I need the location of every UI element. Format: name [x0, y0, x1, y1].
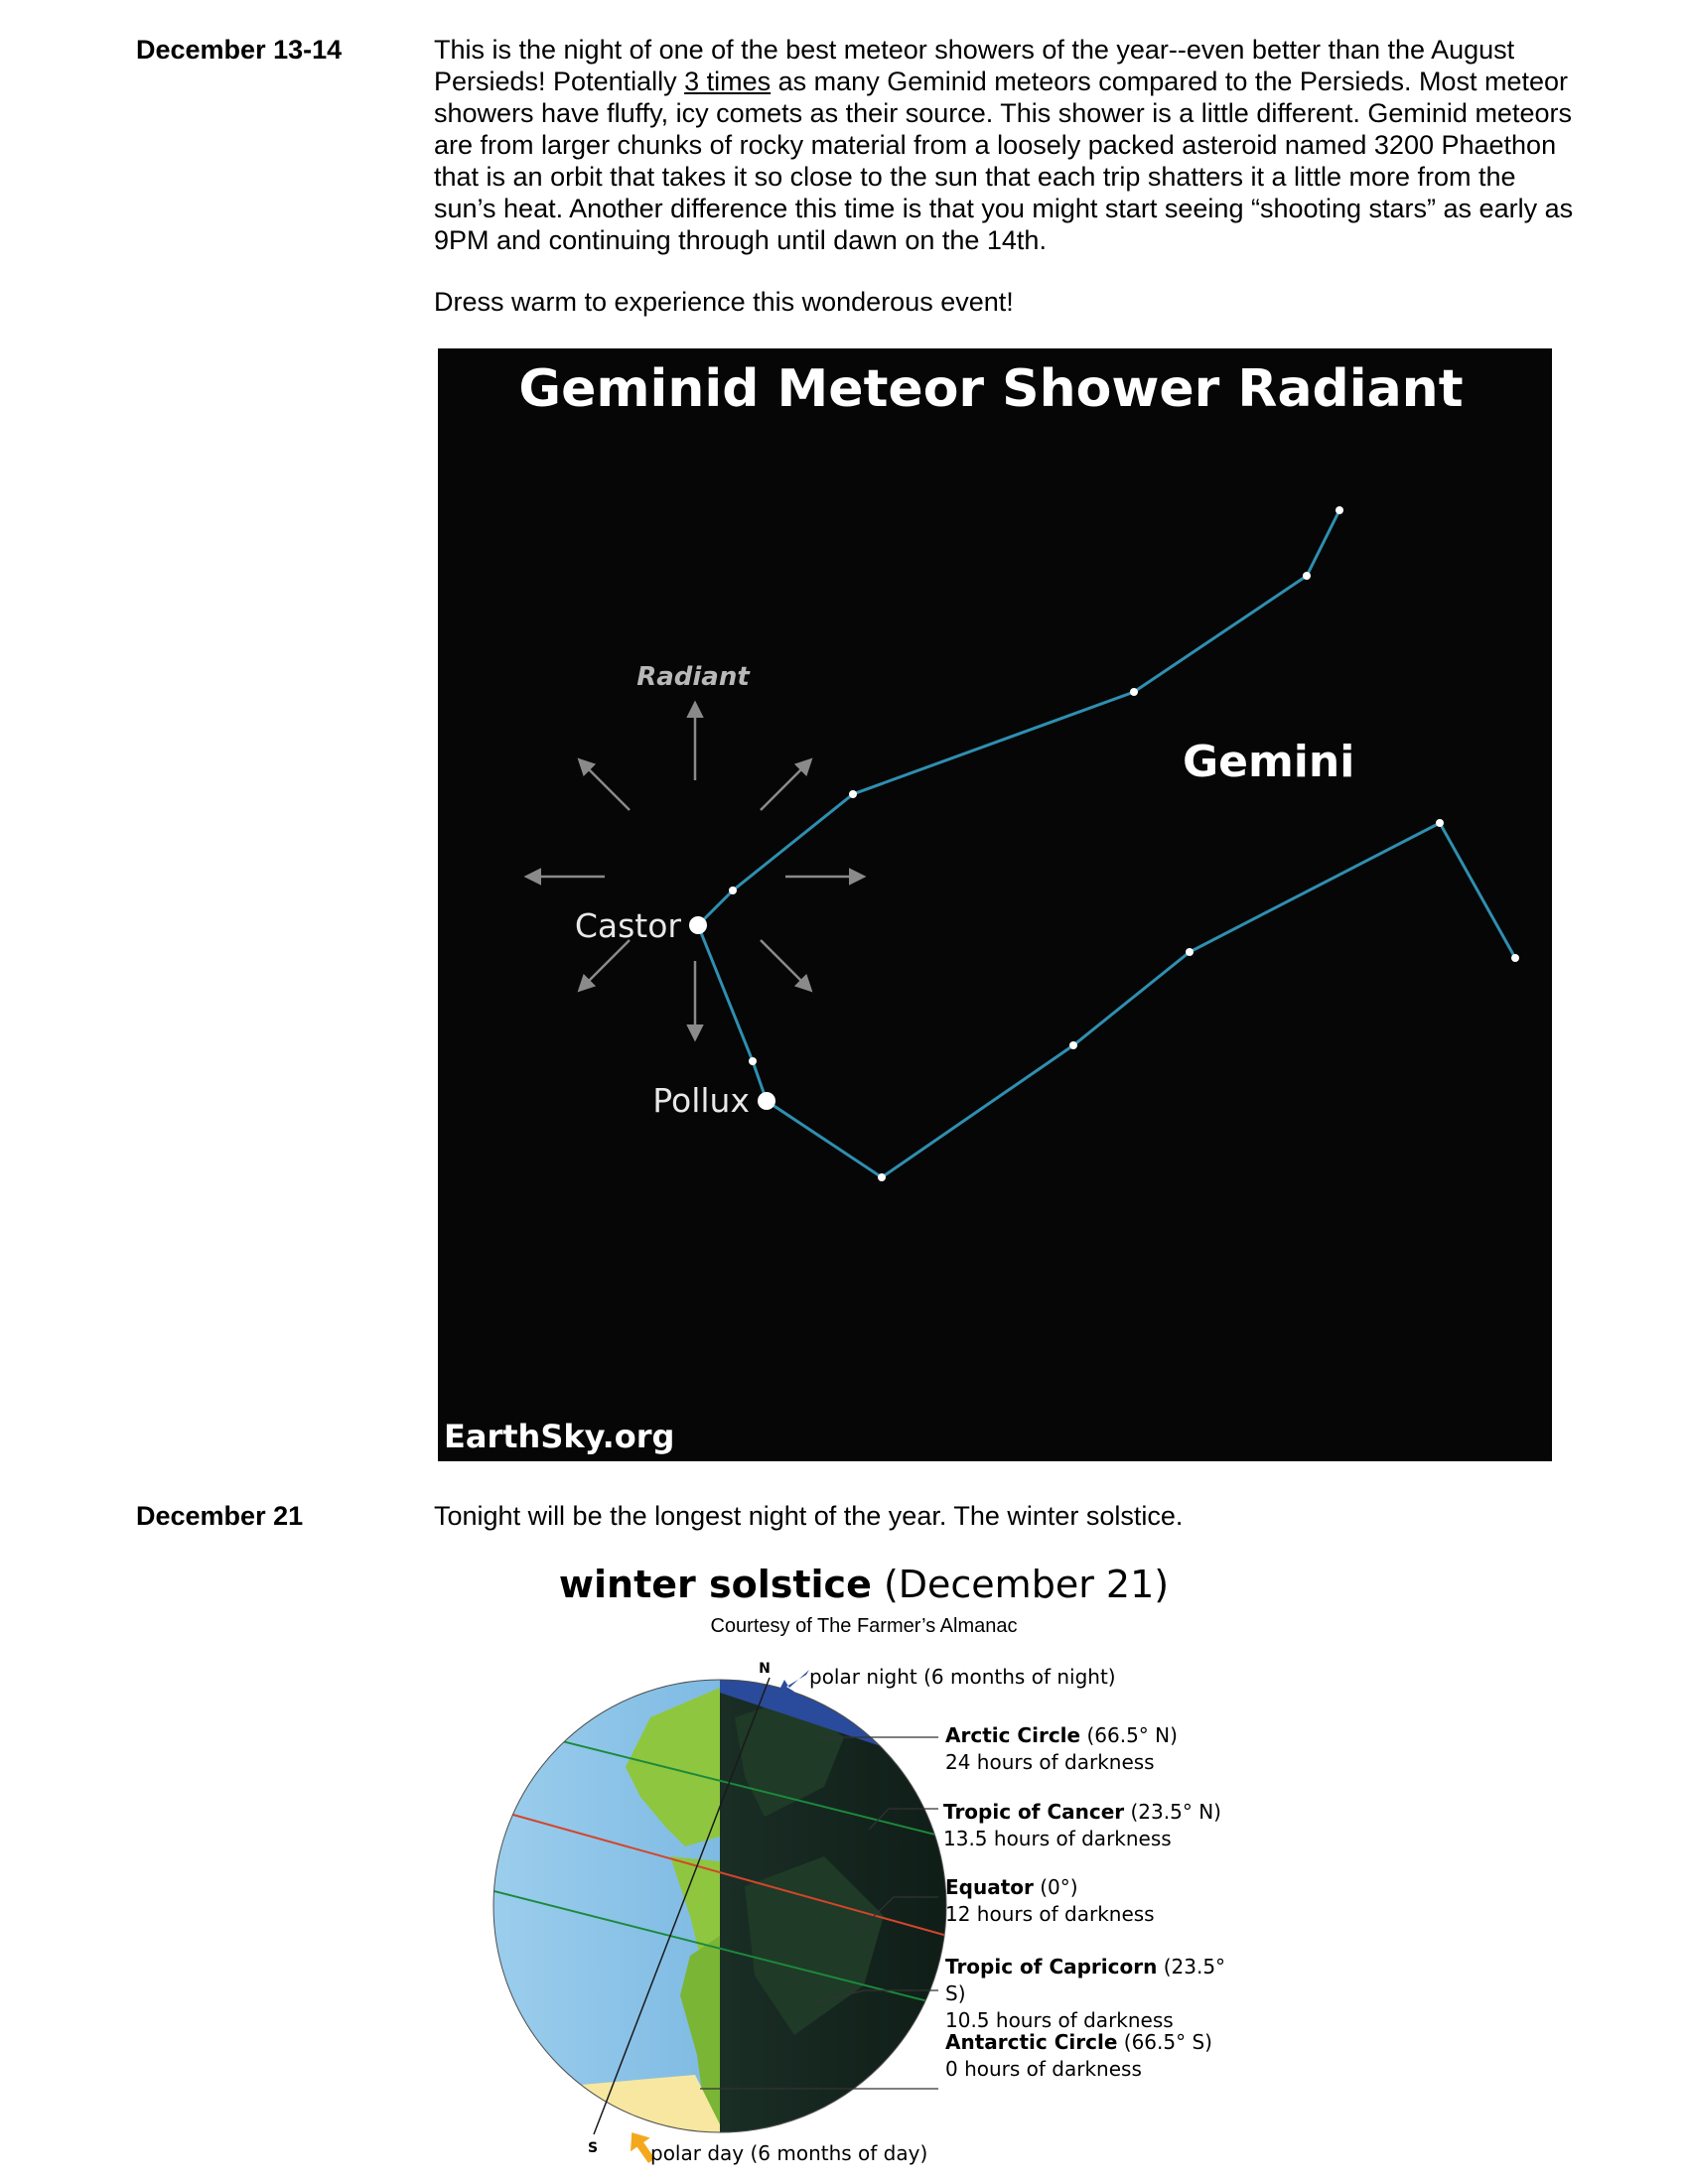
polar-night-label: polar night (6 months of night): [809, 1665, 1116, 1689]
castor-label: Castor: [574, 906, 681, 945]
label-name: Equator: [945, 1875, 1034, 1899]
solstice-courtesy: Courtesy of The Farmer’s Almanac: [710, 1615, 1018, 1637]
south-label: S: [587, 2140, 599, 2156]
stars: [689, 506, 1519, 1181]
star: [729, 887, 737, 894]
radiant-label: Radiant: [636, 662, 750, 692]
arrow-up-right: [761, 760, 810, 810]
radiant-arrows: [527, 704, 863, 1038]
geminid-chart-svg: [438, 348, 1552, 1461]
label-hours: 0 hours of darkness: [945, 2057, 1142, 2081]
star: [878, 1173, 886, 1181]
polar-day-label: polar day (6 months of day): [650, 2141, 928, 2165]
solstice-title-date: (December 21): [871, 1563, 1170, 1606]
label-name: Antarctic Circle: [945, 2030, 1118, 2054]
star: [749, 1057, 757, 1065]
arrow-down-right: [761, 940, 810, 990]
text-part: as many Geminid meteors compared to the Persieds. Most meteor showers have fluffy, icy comets as their source. This shower is a little different. Geminid meteors are from larger chunks of rocky material from a loosely packed asteroid named 3200 Phaethon that is an orbit that takes it so close to the sun that each trip shatters it a little more from the sun’s heat. Another difference this time is that you might start seeing “shooting stars” as early as 9PM and continuing through until dawn on the 14th.: [434, 67, 1574, 255]
label-name: Tropic of Cancer: [943, 1800, 1125, 1824]
label-arctic: [945, 1722, 1178, 1776]
label-antarctic: [945, 2029, 1212, 2083]
star: [1186, 948, 1194, 956]
label-deg: (0°): [1033, 1875, 1078, 1899]
text-part: This is the night of one of the best meteor showers of the year--even better than the August Persieds! Potentially: [434, 35, 1515, 96]
entry-text-dec13: [434, 34, 1576, 256]
gemini-lines: [698, 510, 1515, 1177]
label-name: Tropic of Capricorn: [945, 1955, 1158, 1979]
entry-text-dec21: Tonight will be the longest night of the year. The winter solstice.: [434, 1501, 1184, 1531]
text-underlined: 3 times: [684, 67, 772, 96]
entry-note-dec13: Dress warm to experience this wonderous event!: [434, 287, 1014, 317]
solstice-title: [0, 1563, 1688, 1606]
arrow-down-left: [580, 940, 630, 990]
north-label: N: [759, 1661, 771, 1677]
label-deg: (66.5° S): [1117, 2030, 1212, 2054]
label-equator: [945, 1874, 1155, 1928]
star: [1511, 954, 1519, 962]
solstice-diagram: [467, 1658, 1241, 2174]
star: [1069, 1041, 1077, 1049]
entry-date-dec21: December 21: [136, 1501, 304, 1531]
star: [1436, 819, 1444, 827]
label-deg: (23.5° N): [1124, 1800, 1221, 1824]
entry-date-dec13: December 13-14: [136, 35, 343, 65]
label-name: Arctic Circle: [945, 1723, 1081, 1747]
star-castor: [689, 916, 707, 934]
gemini-label: Gemini: [1183, 737, 1355, 787]
star-pollux: [758, 1092, 775, 1110]
castor-branch: [698, 510, 1339, 925]
arrow-up-left: [580, 760, 630, 810]
earthsky-credit: EarthSky.org: [444, 1418, 675, 1455]
label-tropic-cancer: [943, 1799, 1221, 1852]
label-hours: 10.5 hours of darkness: [945, 2008, 1174, 2032]
star: [1336, 506, 1343, 514]
label-hours: 13.5 hours of darkness: [943, 1827, 1172, 1850]
label-hours: 12 hours of darkness: [945, 1902, 1155, 1926]
label-deg: (23.5° S): [945, 1955, 1226, 2005]
label-deg: (66.5° N): [1080, 1723, 1178, 1747]
solstice-title-bold: winter solstice: [558, 1563, 872, 1606]
star: [849, 790, 857, 798]
label-tropic-capricorn: [945, 1954, 1241, 2034]
star: [1130, 688, 1138, 696]
pollux-label: Pollux: [652, 1081, 750, 1120]
label-hours: 24 hours of darkness: [945, 1750, 1155, 1774]
figure-title: Geminid Meteor Shower Radiant: [518, 359, 1464, 419]
geminid-radiant-image: [438, 348, 1552, 1461]
star: [1303, 572, 1311, 580]
